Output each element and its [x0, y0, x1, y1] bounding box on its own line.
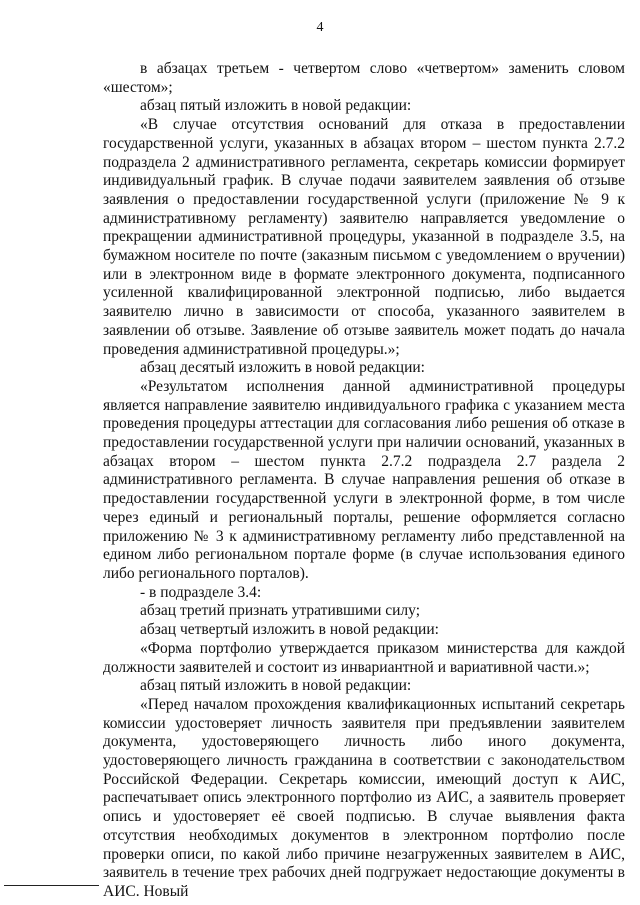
paragraph-6: - в подразделе 3.4:: [140, 583, 262, 601]
paragraph-4: абзац десятый изложить в новой редакции:: [140, 359, 425, 377]
page-number: 4: [316, 20, 324, 35]
paragraph-5: «Результатом исполнения данной административной процедуры является направление заявителю индивидуального графика с указанием места проведения процедуры аттестации для согласования либо решения об отказе в предоставлении государственной услуги при наличии оснований, указанных в абзацах втором – шестом пункта 2.7.2 подраздела 2.7 раздела 2 административного регламента. В случае направления решения об отказе в предоставлении государственной услуги в электронной форме, в том числе через единый и региональный порталы, решение оформляется согласно приложению № 3 к административному регламенту либо представленной на едином либо региональном портале форме (в случае использования единого либо регионального порталов).: [103, 377, 625, 582]
paragraph-11: «Перед началом прохождения квалификационных испытаний секретарь комиссии удостоверяет личность заявителя при предъявлении заявителем документа, удостоверяющего личность либо иного документа, удостоверяющего личность гражданина в соответствии с законодательством Российской Федерации. Секретарь комиссии, имеющий доступ к АИС, распечатывает опись электронного портфолио из АИС, а заявитель проверяет опись и удостоверяет её своей подписью. В случае выявления факта отсутствия необходимых документов в электронном портфолио после проверки описи, по какой либо причине незагруженных заявителем в АИС, заявитель в течение трех рабочих дней подгружает недостающие документы в АИС. Новый: [103, 695, 625, 900]
paragraph-1: в абзацах третьем - четвертом слово «четвертом» заменить словом «шестом»;: [103, 60, 625, 96]
paragraph-2: абзац пятый изложить в новой редакции:: [140, 97, 412, 115]
paragraph-3: «В случае отсутствия оснований для отказа в предоставлении государственной услуги, указанных в абзацах втором – шестом пункта 2.7.2 подраздела 2 административного регламента, секретарь комиссии формирует индивидуальный график. В случае подачи заявителем заявления об отзыве заявления о предоставлении государственной услуги (приложение № 9 к административному регламенту) заявителю направляется уведомление о прекращении административной процедуры, указанной в подразделе 3.5, на бумажном носителе по почте (заказным письмом с уведомлением о вручении) или в электронном виде в формате электронного документа, подписанного усиленной квалифицированной электронной подписью, либо выдается заявителю лично в зависимости от способа, указанного заявителем в заявлении об отзыве. Заявление об отзыве заявитель может подать до начала проведения административной процедуры.»;: [103, 116, 625, 358]
footer-rule: [4, 885, 99, 886]
paragraph-10: абзац пятый изложить в новой редакции:: [140, 677, 412, 695]
paragraph-9: «Форма портфолио утверждается приказом министерства для каждой должности заявителей и состоит из инвариантной и вариативной части.»;: [103, 639, 625, 676]
paragraph-7: абзац третий признать утратившими силу;: [140, 602, 421, 620]
paragraph-8: абзац четвертый изложить в новой редакции:: [140, 621, 439, 639]
document-body: [103, 60, 625, 902]
